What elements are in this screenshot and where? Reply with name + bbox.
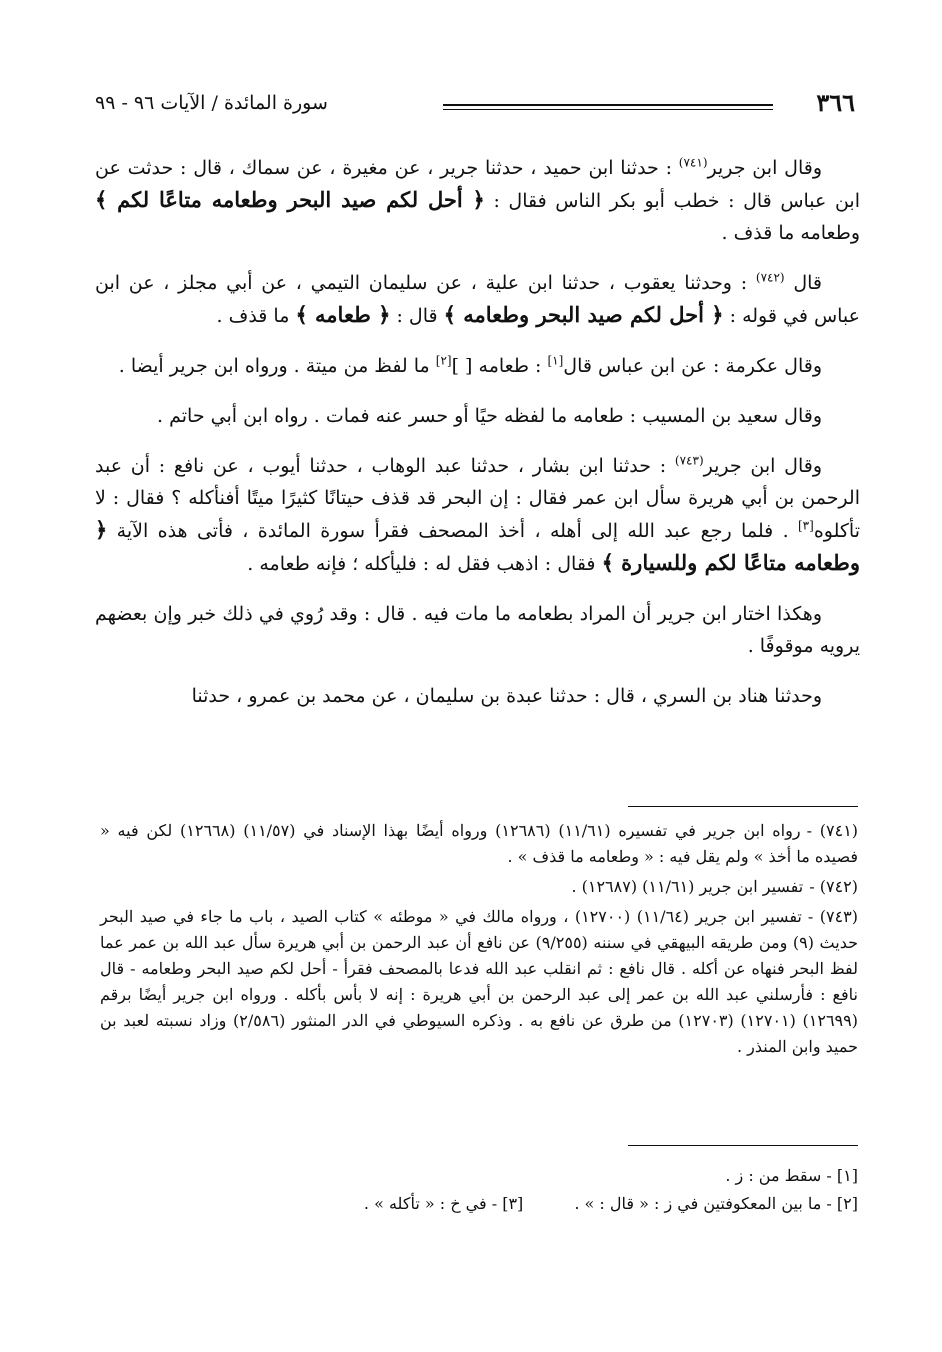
text-run: . فلما رجع عبد الله إلى أهله ، أخذ المصحف فقرأ سورة المائدة ، فأتى هذه الآية xyxy=(107,520,798,542)
textual-notes-section xyxy=(100,1162,858,1218)
quran-quote: ﴿ أحل لكم صيد البحر وطعامه متاعًا لكم ﴾ xyxy=(95,187,485,212)
text-run: : حدثنا ابن بشار ، حدثنا عبد الوهاب ، حدثنا أيوب ، عن نافع : أن عبد الرحمن بن أبي هريرة سأل ابن عمر فقال : إن البحر قد قذف حيتانًا كثيرًا ميتًا أفنأكله ؟ فقال : لا تأكلوه xyxy=(95,455,860,542)
paragraph xyxy=(95,152,860,249)
footnote-marker: (٧٤٢) - xyxy=(809,877,858,896)
paragraph xyxy=(95,267,860,332)
page-number: ٣٦٦ xyxy=(816,88,855,117)
quran-quote: ﴿ أحل لكم صيد البحر وطعامه ﴾ xyxy=(443,302,724,327)
text-run: : طعامه [ ] xyxy=(451,355,548,377)
note-text: ما بين المعكوفتين في ز : « قال : » . xyxy=(574,1194,822,1213)
footnote-text: رواه ابن جرير في تفسيره (١١/٦١) (١٢٦٨٦) ورواه أيضًا بهذا الإسناد في (١١/٥٧) (١٢٦٦٨) لكن فيه « فصيده ما أخذ » ولم يقل فيه : « وطعامه ما قذف » . xyxy=(100,821,858,866)
main-text xyxy=(95,152,860,730)
quran-quote: ﴿ وطعامه متاعًا لكم وللسيارة ﴾ xyxy=(95,517,860,575)
text-run: : حدثنا ابن حميد ، حدثنا جرير ، عن مغيرة ، عن سماك ، قال : حدثت عن ابن عباس قال : خطب أبو بكر الناس فقال : xyxy=(95,157,860,212)
paragraph xyxy=(95,400,860,432)
paragraph xyxy=(95,680,860,712)
footnote-separator xyxy=(628,806,858,807)
footnote-marker: (٧٤١) - xyxy=(806,821,859,840)
text-run: وقال عكرمة : عن ابن عباس قال xyxy=(563,355,822,377)
footnote-marker: (٧٤٣) - xyxy=(807,907,859,926)
text-run: فقال : اذهب فقل له : فليأكله ؛ فإنه طعامه . xyxy=(247,553,602,575)
footnote-text: تفسير ابن جرير (١١/٦٤) (١٢٧٠٠) ، ورواه مالك في « موطئه » كتاب الصيد ، باب ما جاء في صيد البحر حديث (٩) ومن طريقه البيهقي في سننه (٩/٢٥٥) عن نافع أن عبد الرحمن بن أبي هريرة سأل عبد الله بن عمر عما لفظ البحر فنهاه عن أكله . قال نافع : ثم انقلب عبد الله فدعا بالمصحف فقرأ - أحل لكم صيد البحر وطعامه - قال نافع : فأرسلني عبد الله بن عمر إلى عبد الرحمن بن أبي هريرة : إنه لا بأس بأكله . ورواه ابن جرير أيضًا برقم (١٢٦٩٩) (١٢٧٠١) (١٢٧٠٣) من طرق عن نافع به . وذكره السيوطي في الدر المنثور (٢/٥٨٦) وزاد نسبته لعبد بن حميد وابن المنذر . xyxy=(100,907,859,1056)
footnote xyxy=(100,818,858,870)
text-run: قال xyxy=(784,272,823,294)
quran-quote: ﴿ طعامه ﴾ xyxy=(295,302,391,327)
surah-title: سورة المائدة / الآيات ٩٦ - ٩٩ xyxy=(95,92,328,114)
footnote-ref: [٣] xyxy=(797,518,814,533)
note-text: سقط من : ز . xyxy=(725,1166,822,1185)
note-item xyxy=(364,1194,523,1213)
paragraph xyxy=(95,598,860,662)
header-rule-thin xyxy=(443,109,773,110)
note-row xyxy=(100,1162,858,1190)
text-run: وقال ابن جرير xyxy=(703,455,822,477)
footnotes-section xyxy=(100,818,858,1064)
note-row xyxy=(100,1190,858,1218)
note-item xyxy=(569,1194,858,1213)
paragraph xyxy=(95,350,860,382)
text-run: وطعامه ما قذف . xyxy=(721,222,860,244)
text-run: وقال سعيد بن المسيب : طعامه ما لفظه حيًا أو حسر عنه فمات . رواه ابن أبي حاتم . xyxy=(157,405,822,427)
text-run: قال : xyxy=(390,305,444,327)
text-run: وحدثنا هناد بن السري ، قال : حدثنا عبدة بن سليمان ، عن محمد بن عمرو ، حدثنا xyxy=(191,685,822,707)
footnote-ref: [١] xyxy=(547,353,564,368)
footnote-ref: (٧٤٣) xyxy=(674,453,704,468)
footnote xyxy=(100,904,858,1060)
footnote-ref: (٧٤١) xyxy=(678,155,708,170)
notes-separator xyxy=(628,1145,858,1146)
footnote-ref: [٢] xyxy=(435,353,452,368)
note-text: في خ : « تأكله » . xyxy=(363,1194,487,1213)
footnote-text: تفسير ابن جرير (١١/٦١) (١٢٦٨٧) . xyxy=(571,877,804,896)
text-run: ما لفظ من ميتة . ورواه ابن جرير أيضا . xyxy=(118,355,436,377)
note-marker: [١] - xyxy=(826,1166,858,1185)
text-run: وهكذا اختار ابن جرير أن المراد بطعامه ما مات فيه . قال : وقد رُوي في ذلك خبر وإن بعضهم يرويه موقوفًا . xyxy=(95,603,860,657)
text-run: : وحدثنا يعقوب ، حدثنا ابن علية ، عن سليمان التيمي ، عن أبي مجلز ، عن ابن عباس في قوله : xyxy=(95,272,860,327)
page-header xyxy=(95,88,855,124)
footnote xyxy=(100,874,858,900)
paragraph xyxy=(95,450,860,580)
footnote-ref: (٧٤٢) xyxy=(755,270,785,285)
note-marker: [٣] - xyxy=(491,1194,524,1213)
text-run: وقال ابن جرير xyxy=(707,157,822,179)
text-run: ما قذف . xyxy=(216,305,296,327)
header-rule xyxy=(443,104,773,106)
note-marker: [٢] - xyxy=(826,1194,858,1213)
